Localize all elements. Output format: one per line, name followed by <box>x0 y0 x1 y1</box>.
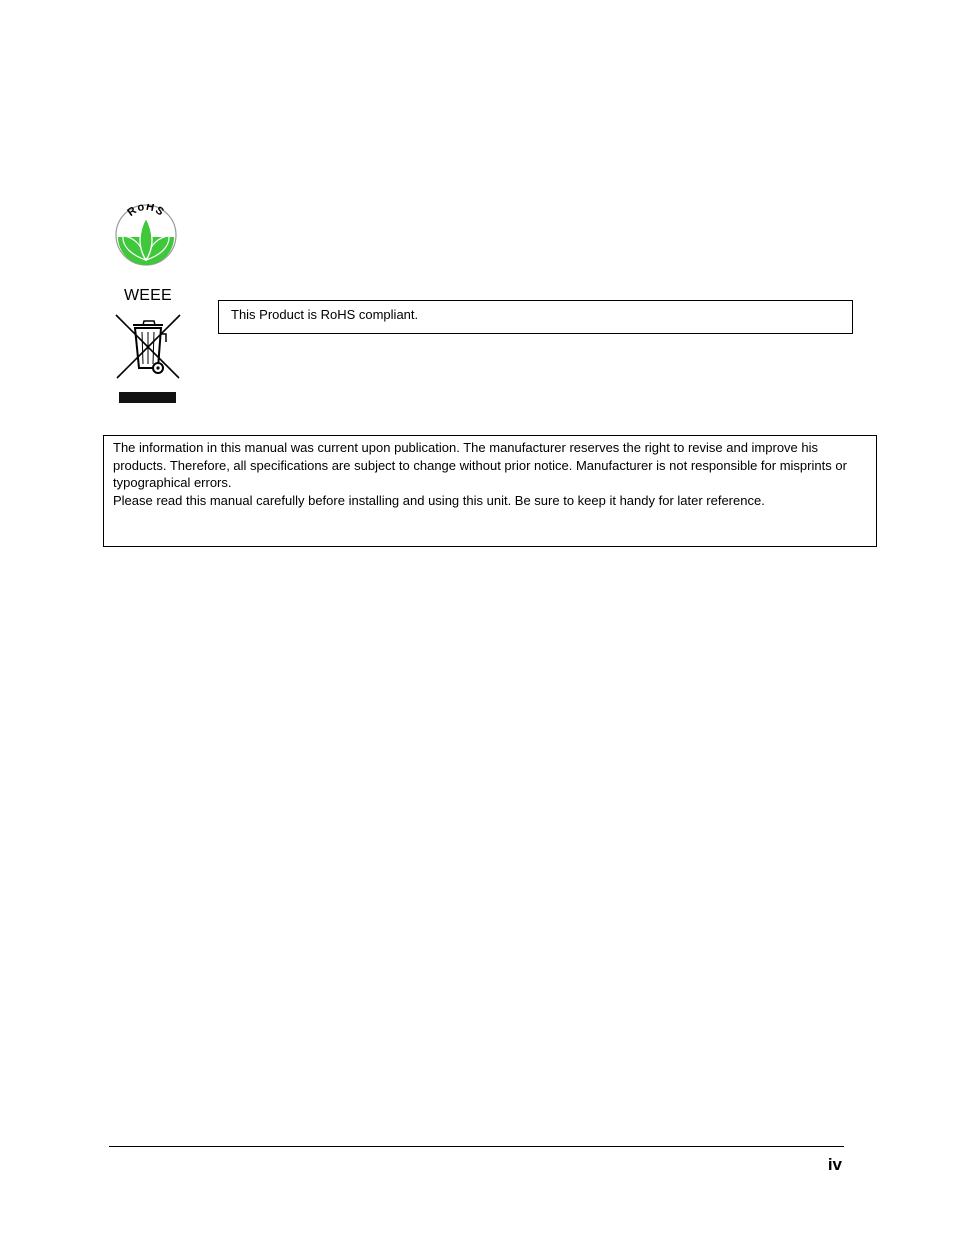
rohs-logo-icon <box>114 204 178 266</box>
rohs-logo-text: RoHS <box>125 204 167 219</box>
notice-paragraph-1: The information in this manual was current upon publication. The manufacturer reserves the right to revise and improve his products. Therefore, all specifications are subject to change without prior notice. Manufacturer is not responsible for misprints or typographical errors. <box>113 440 847 490</box>
manual-notice-box <box>103 435 877 547</box>
rohs-compliance-text: This Product is RoHS compliant. <box>231 307 419 322</box>
notice-paragraph-2: Please read this manual carefully before installing and using this unit. Be sure to keep it handy for later reference. <box>113 492 765 508</box>
footer-divider <box>109 1146 844 1147</box>
weee-label: WEEE <box>124 287 172 304</box>
rohs-compliance-box <box>218 300 853 334</box>
page-number: iv <box>827 1155 842 1174</box>
weee-bin-icon <box>113 312 183 406</box>
